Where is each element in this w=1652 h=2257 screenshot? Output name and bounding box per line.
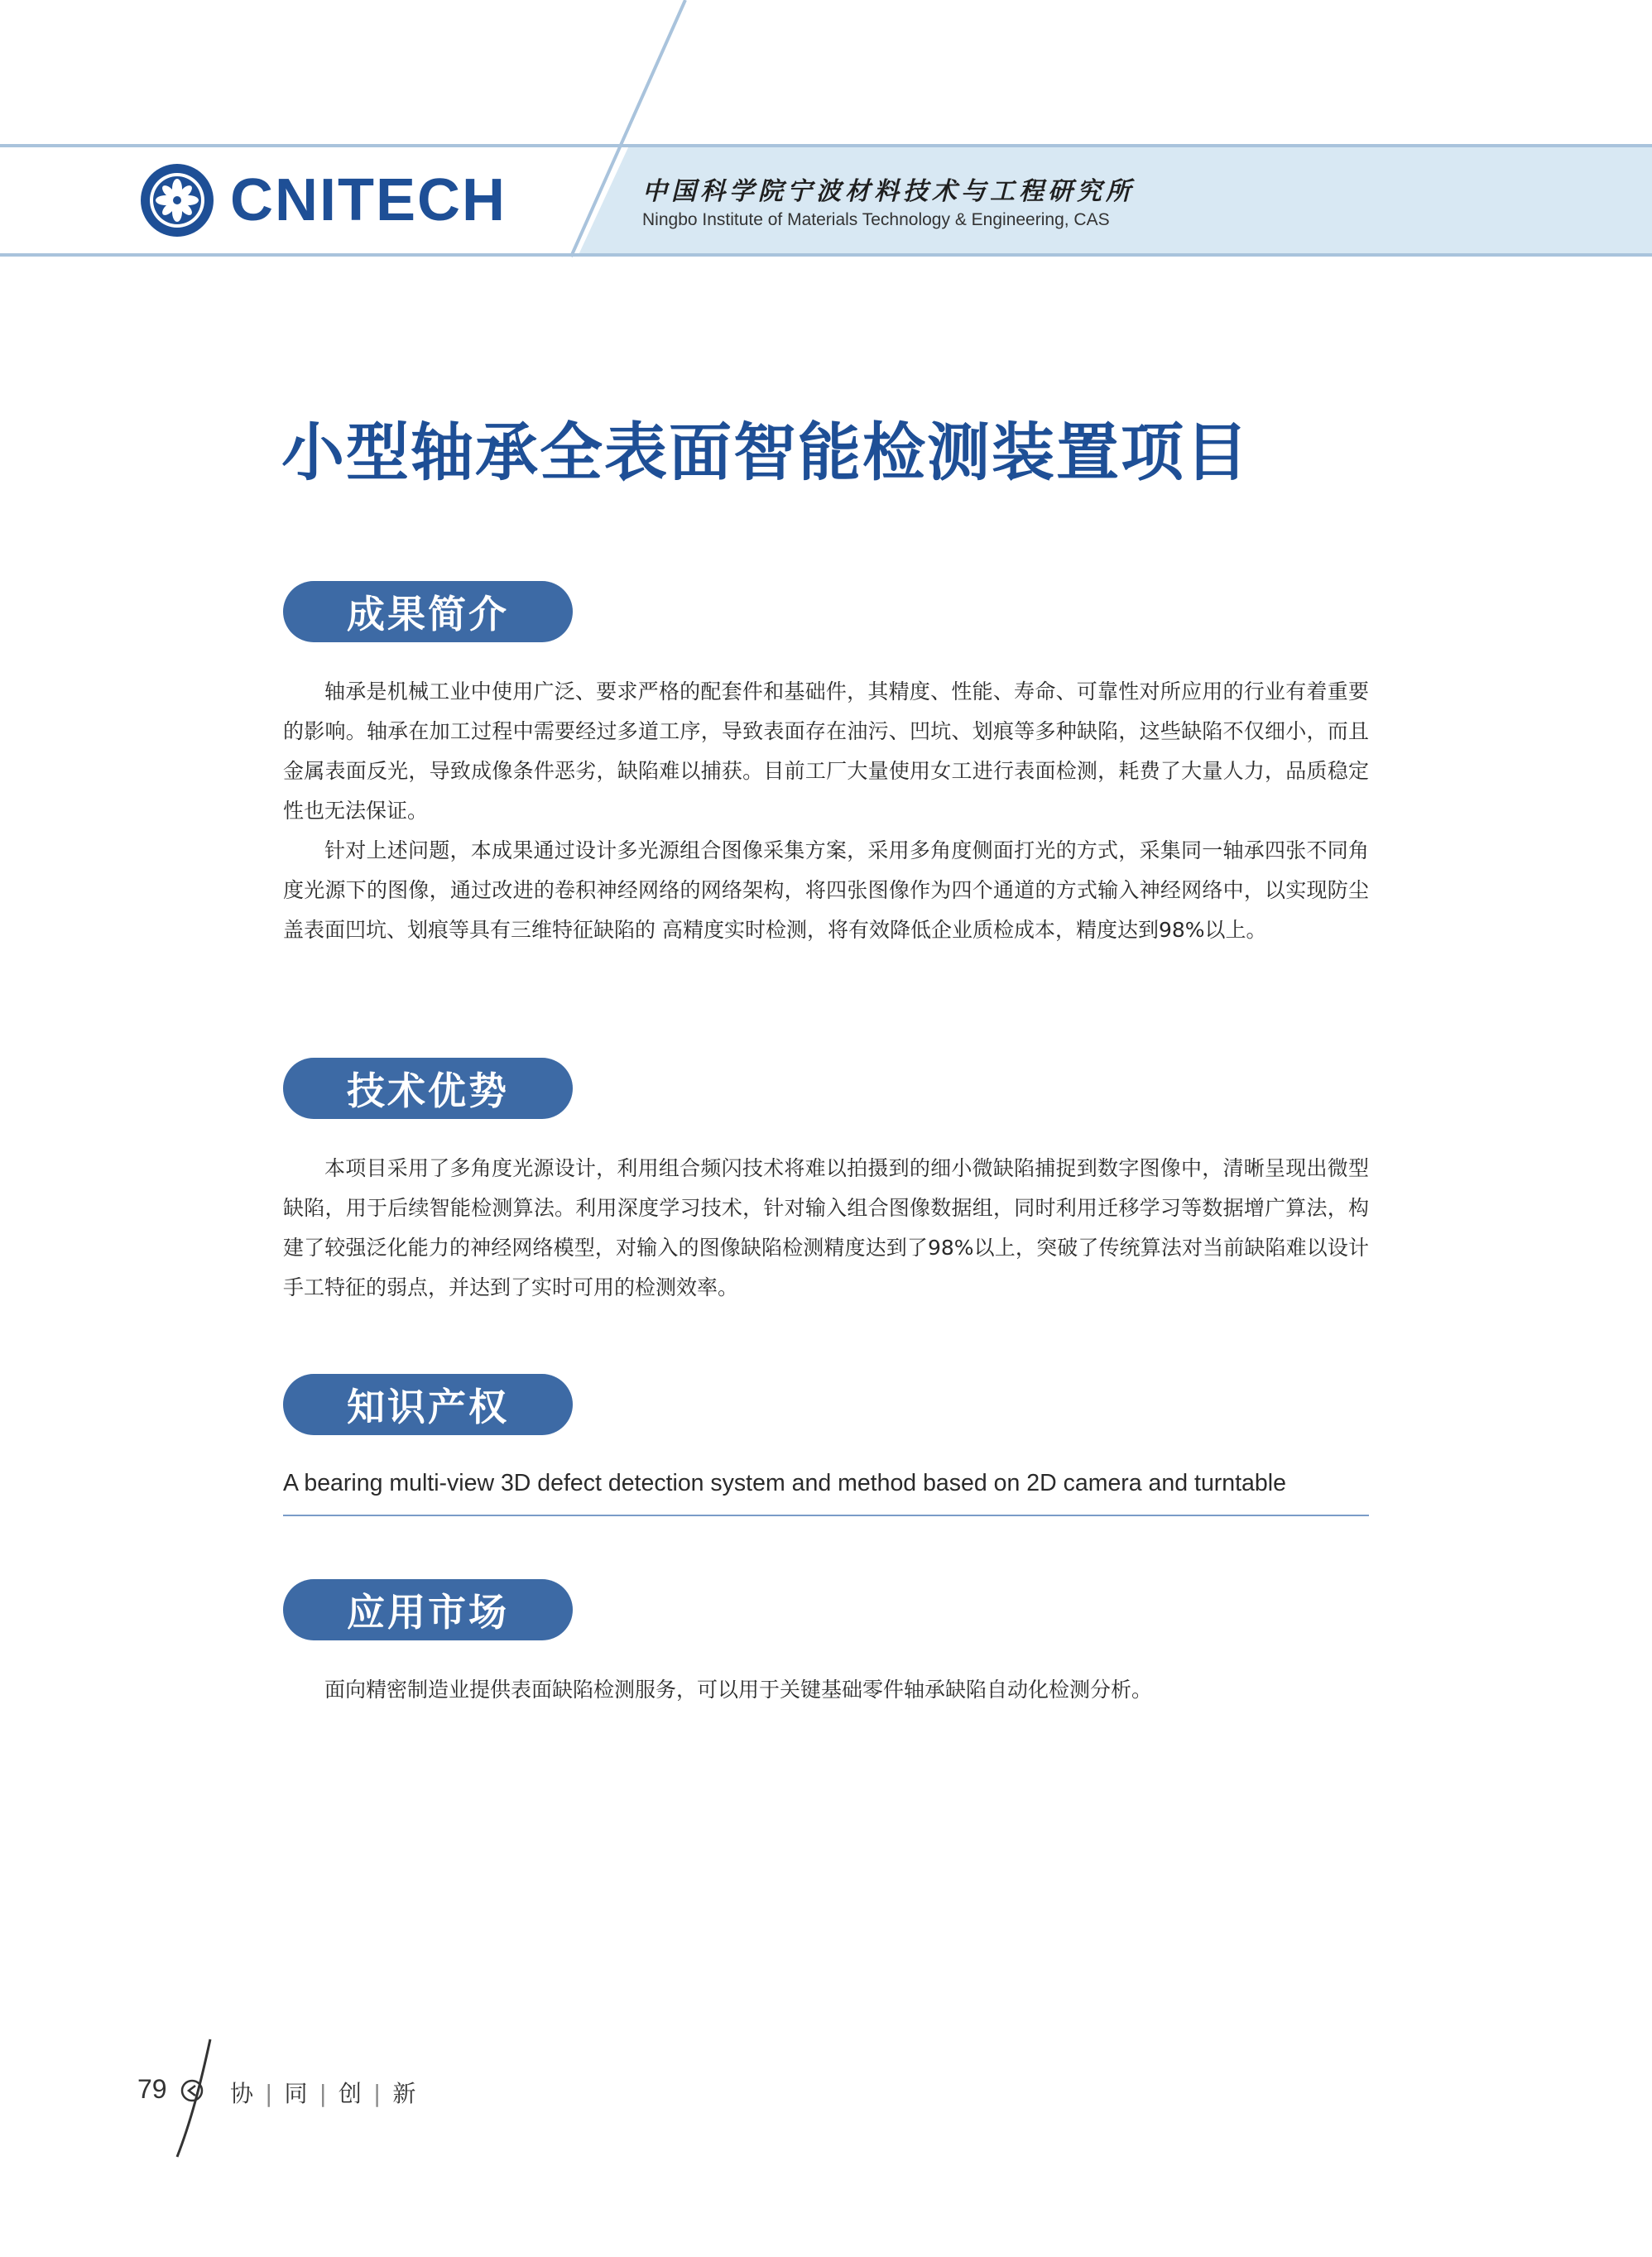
page-title: 小型轴承全表面智能检测装置项目 [281,415,1250,489]
section-label-market: 应用市场 [283,1579,573,1640]
footer-slogan [230,2076,415,2109]
ip-item: A bearing multi-view 3D defect detection system and method based on 2D camera and turntable [283,1470,1286,1496]
slogan-char: 协 [230,2080,254,2107]
slogan-separator: | [319,2080,327,2107]
ip-divider [283,1515,1369,1516]
section-label-intro: 成果简介 [283,581,573,642]
advantage-paragraph-1: 本项目采用了多角度光源设计，利用组合频闪技术将难以拍摄到的细小微缺陷捕捉到数字图像中，清晰呈现出微型缺陷，用于后续智能检测算法。利用深度学习技术，针对输入组合图像数据组，同时利用迁移学习等数据增广算法，构建了较强泛化能力的神经网络模型，对输入的图像缺陷检测精度达到了98%以上，突破了传统算法对当前缺陷难以设计手工特征的弱点，并达到了实时可用的检测效率。 [283,1156,1369,1299]
slogan-char: 同 [284,2080,308,2107]
institute-name-cn: 中国科学院宁波材料技术与工程研究所 [642,177,1135,206]
slogan-separator: | [265,2080,273,2107]
institute-name-en: Ningbo Institute of Materials Technology & Engineering, CAS [642,210,1110,229]
slogan-char: 创 [338,2080,362,2107]
slogan-separator: | [372,2080,382,2107]
intro-paragraph-1: 轴承是机械工业中使用广泛、要求严格的配套件和基础件，其精度、性能、寿命、可靠性对所应用的行业有着重要的影响。轴承在加工过程中需要经过多道工序，导致表面存在油污、凹坑、划痕等多种缺陷，这些缺陷不仅细小，而且金属表面反光，导致成像条件恶劣，缺陷难以捕获。目前工厂大量使用女工进行表面检测，耗费了大量人力，品质稳定性也无法保证。 [283,680,1369,823]
intro-paragraph-2: 针对上述问题，本成果通过设计多光源组合图像采集方案，采用多角度侧面打光的方式，采集同一轴承四张不同角度光源下的图像，通过改进的卷积神经网络的网络架构，将四张图像作为四个通道的方式输入神经网络中，以实现防尘盖表面凹坑、划痕等具有三维特征缺陷的 高精度实时检测，将有效降低企业质检成本，精度达到98%以上。 [283,838,1369,942]
section-label-ip: 知识产权 [283,1374,573,1435]
page-number: 79 [137,2074,167,2104]
logo-wordmark: CNITECH [230,167,507,233]
market-paragraph-1: 面向精密制造业提供表面缺陷检测服务，可以用于关键基础零件轴承缺陷自动化检测分析。 [324,1678,1153,1702]
market-text [283,1670,1369,1710]
advantage-text [283,1149,1369,1308]
section-label-advantage: 技术优势 [283,1058,573,1119]
slogan-char: 新 [392,2080,416,2107]
footer-swoosh-icon [172,2036,215,2160]
cas-emblem-icon [139,162,215,238]
intro-text [283,672,1369,950]
